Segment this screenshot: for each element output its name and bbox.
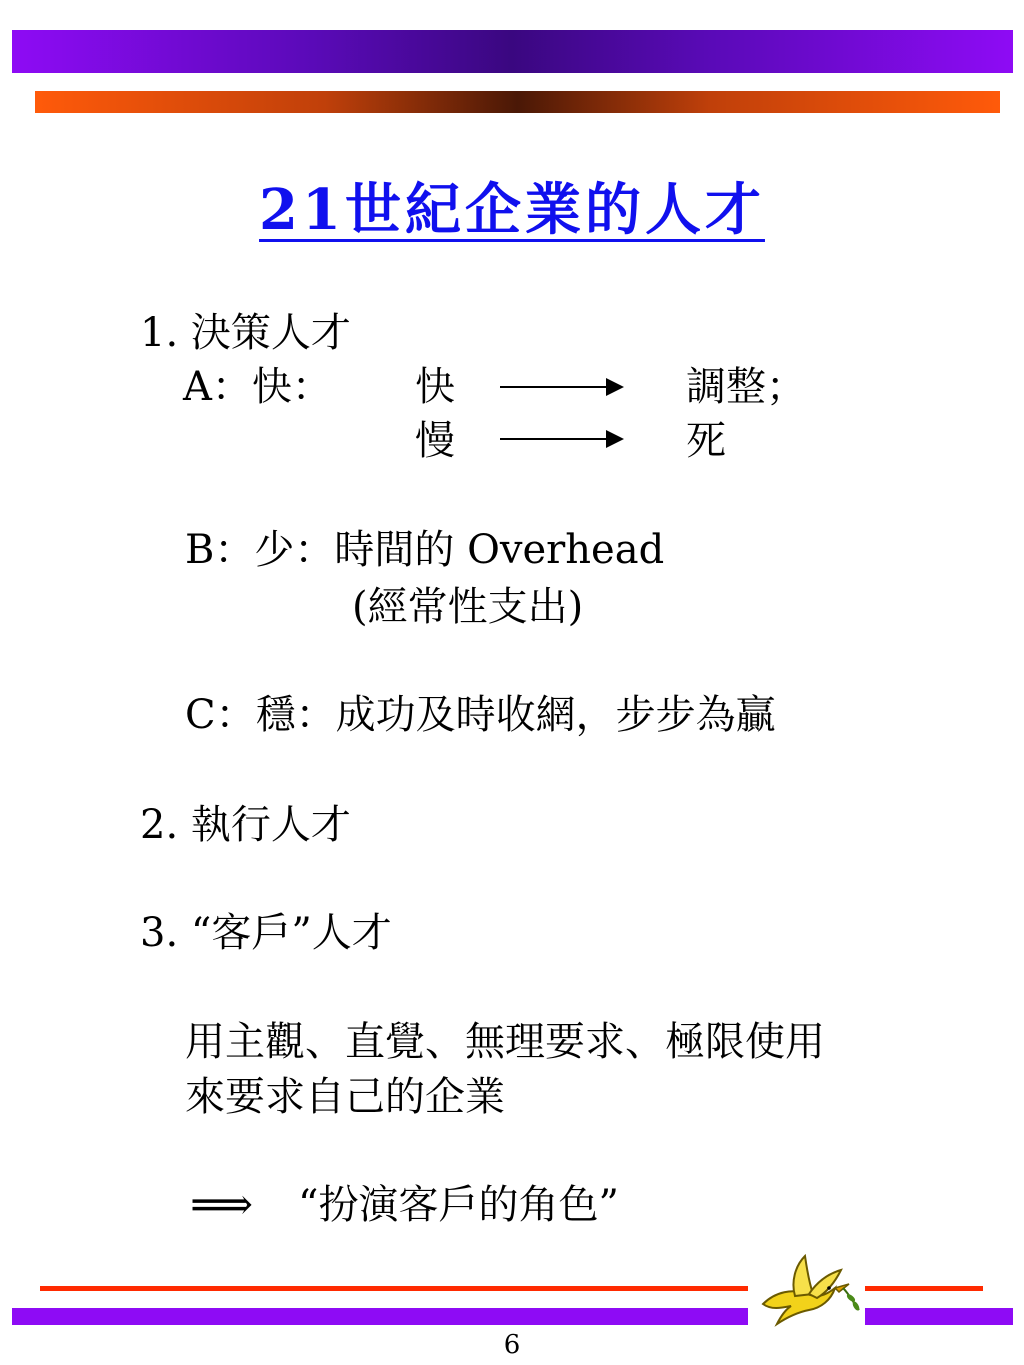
footer-purple-bar-left — [12, 1308, 748, 1325]
footer-red-line-right — [865, 1286, 983, 1291]
item-2-heading: 2. 執行人才 — [140, 802, 351, 848]
page-number: 6 — [503, 1330, 521, 1360]
description-line-2: 來要求自己的企業 — [185, 1074, 505, 1120]
item-c-line: C：穩：成功及時收網，步步為贏 — [185, 692, 776, 738]
slide-title: 21世紀企業的人才 — [259, 177, 765, 243]
dove-with-olive-branch-icon — [755, 1252, 863, 1332]
header-orange-bar — [35, 91, 1000, 113]
description-line-1: 用主觀、直覺、無理要求、極限使用 — [185, 1019, 825, 1065]
header-purple-bar — [12, 30, 1013, 73]
footer-purple-bar-right — [865, 1308, 1013, 1325]
item-a-slow: 慢 — [415, 418, 455, 464]
footer-red-line-left — [40, 1286, 748, 1291]
item-a-fast: 快 — [415, 364, 455, 410]
item-a-die: 死 — [686, 418, 726, 464]
item-a-label: A：快： — [183, 364, 332, 410]
item-b-line2: (經常性支出) — [352, 584, 584, 630]
item-b-line1: B：少：時間的 Overhead — [185, 527, 665, 573]
item-3-heading: 3. “客戶”人才 — [140, 910, 392, 956]
item-1-heading: 1. 決策人才 — [140, 310, 351, 356]
double-arrow-icon: ⟹ — [190, 1179, 254, 1230]
item-a-adjust: 調整； — [686, 364, 806, 410]
conclusion-text: “扮演客戶的角色” — [298, 1182, 619, 1228]
